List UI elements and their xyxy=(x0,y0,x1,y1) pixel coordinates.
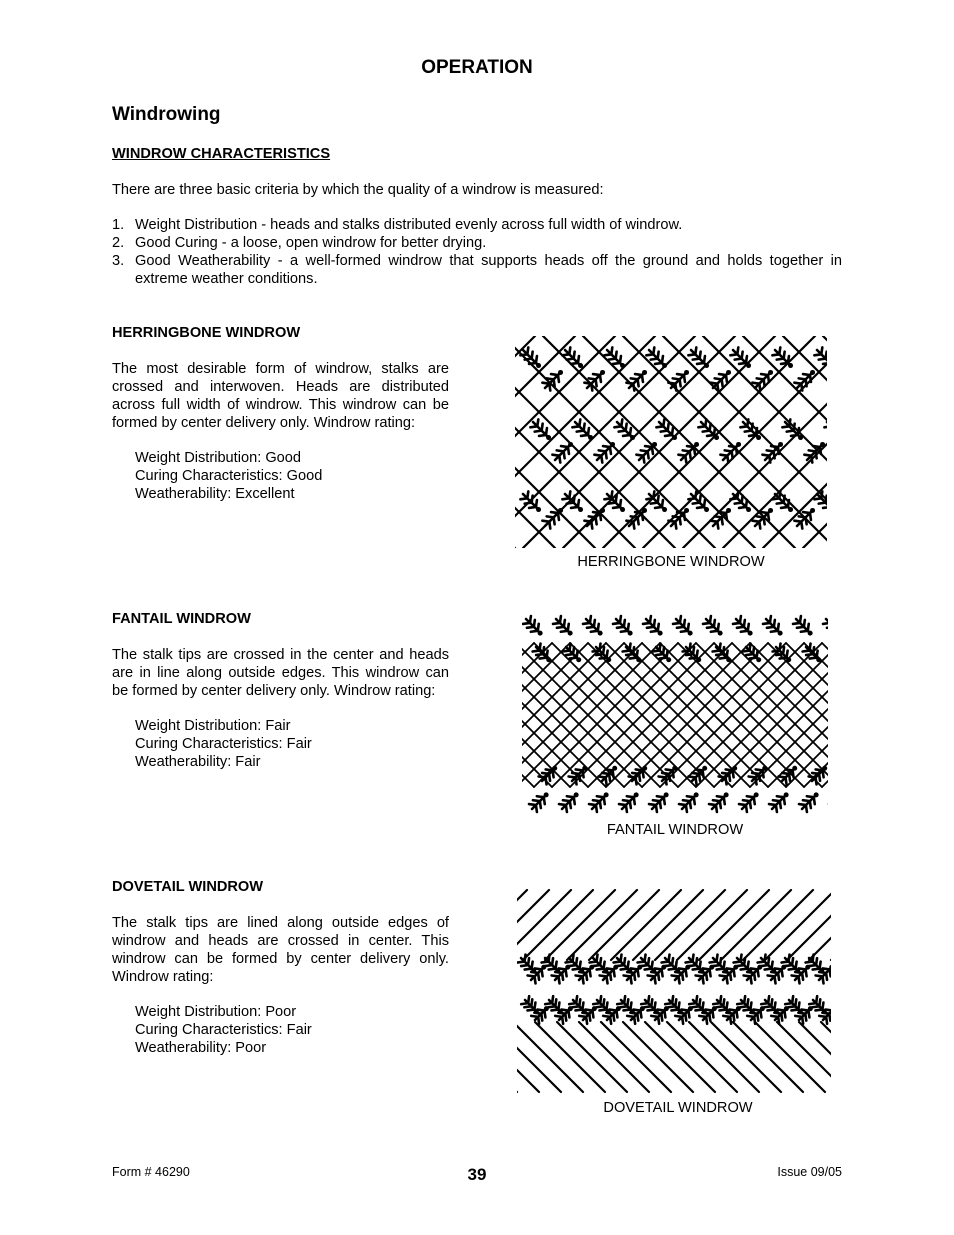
grain-head xyxy=(583,616,603,636)
dovetail-illustration xyxy=(517,888,831,1094)
herringbone-caption: HERRINGBONE WINDROW xyxy=(577,554,765,570)
stalk-line xyxy=(517,890,527,960)
grain-head xyxy=(563,644,582,663)
grain-head xyxy=(529,792,549,812)
grain-head xyxy=(739,792,759,812)
grain-head xyxy=(604,347,625,368)
stalk-line xyxy=(743,890,813,960)
grain-head xyxy=(785,996,803,1014)
stalk-line xyxy=(699,890,769,960)
rating-curing: Curing Characteristics: Good xyxy=(135,468,323,484)
fantail-description: The stalk tips are crossed in the center and heads are in line along outside edges. This windrow can be formed by center delivery only. Windrow rating: xyxy=(112,647,449,699)
criteria-number: 2. xyxy=(112,235,125,251)
stalk-line xyxy=(535,1022,605,1092)
criteria-list xyxy=(112,216,842,288)
rating-weight: Weight Distribution: Good xyxy=(135,450,302,466)
grain-head xyxy=(619,792,639,812)
herringbone-illustration xyxy=(515,336,827,548)
grain-head xyxy=(678,442,699,463)
rating-weight: Weight Distribution: Poor xyxy=(135,1004,297,1020)
grain-head xyxy=(584,508,605,529)
stalk-line xyxy=(733,1022,803,1092)
grain-head xyxy=(809,766,828,785)
section-title: Windrowing xyxy=(112,104,221,125)
grain-head xyxy=(814,347,827,368)
grain-head xyxy=(542,370,563,391)
grain-head xyxy=(593,996,611,1014)
grain-head xyxy=(559,792,579,812)
rating-weather: Weatherability: Excellent xyxy=(135,486,295,502)
grain-head xyxy=(761,996,779,1014)
rating-weight: Weight Distribution: Fair xyxy=(135,718,291,734)
criteria-number: 1. xyxy=(112,217,125,233)
dovetail-caption: DOVETAIL WINDROW xyxy=(603,1100,753,1116)
grain-head xyxy=(626,508,647,529)
grain-head xyxy=(646,347,667,368)
stalk-line xyxy=(522,643,606,787)
criteria-item xyxy=(112,234,842,252)
grain-head xyxy=(629,766,648,785)
grain-head xyxy=(599,766,618,785)
grain-head xyxy=(542,508,563,529)
grain-head xyxy=(737,996,755,1014)
stalk-line xyxy=(515,336,535,548)
grain-head xyxy=(793,616,813,636)
dovetail-description: The stalk tips are lined along outside edges of windrow and heads are crossed in center. This windrow can be formed by center delivery only. Windrow rating: xyxy=(112,915,449,985)
grain-head xyxy=(824,419,827,440)
grain-head xyxy=(613,616,633,636)
stalk-line xyxy=(655,890,725,960)
rating-curing: Curing Characteristics: Fair xyxy=(135,1022,312,1038)
criteria-text: Weight Distribution - heads and stalks distributed evenly across full width of windrow. xyxy=(135,217,683,233)
grain-head xyxy=(733,616,753,636)
grain-head xyxy=(772,347,793,368)
stalk-line xyxy=(611,890,681,960)
criteria-text: Good Weatherability - a well-formed windrow that supports heads off the ground and holds together in extreme weather conditions. xyxy=(135,253,842,287)
criteria-text: Good Curing - a loose, open windrow for better drying. xyxy=(135,235,487,251)
grain-head xyxy=(809,996,827,1014)
rating-weather: Weatherability: Poor xyxy=(135,1040,267,1056)
grain-head xyxy=(710,370,731,391)
grain-head xyxy=(662,955,681,974)
grain-head xyxy=(709,792,729,812)
grain-head xyxy=(656,419,677,440)
grain-head xyxy=(799,792,819,812)
grain-head xyxy=(566,955,585,974)
grain-head xyxy=(638,955,657,974)
stalk-line xyxy=(522,643,534,787)
grain-head xyxy=(703,616,723,636)
herringbone-heading: HERRINGBONE WINDROW xyxy=(112,325,301,341)
grain-head xyxy=(569,996,587,1014)
grain-head xyxy=(679,792,699,812)
stalk-line xyxy=(821,1022,831,1092)
grain-head xyxy=(804,442,825,463)
grain-head xyxy=(668,370,689,391)
stalk-line xyxy=(633,890,703,960)
stalk-line xyxy=(589,890,659,960)
grain-head xyxy=(782,419,803,440)
grain-head xyxy=(653,644,672,663)
fantail-heading: FANTAIL WINDROW xyxy=(112,611,251,627)
stalk-line xyxy=(645,1022,715,1092)
stalk-line xyxy=(579,1022,649,1092)
stalk-line xyxy=(523,890,593,960)
stalk-line xyxy=(689,1022,759,1092)
grain-head xyxy=(523,616,543,636)
grain-head xyxy=(665,996,683,1014)
rating-weather: Weatherability: Fair xyxy=(135,754,261,770)
stalk-line xyxy=(522,643,534,787)
page-number: 39 xyxy=(467,1165,487,1184)
grain-head xyxy=(641,996,659,1014)
grain-head xyxy=(769,792,789,812)
fantail-illustration xyxy=(522,613,828,817)
grain-head xyxy=(542,955,561,974)
grain-head xyxy=(719,766,738,785)
criteria-item xyxy=(112,216,842,234)
stalk-line xyxy=(755,1022,825,1092)
stalk-line xyxy=(711,1022,781,1092)
grain-head xyxy=(688,491,709,512)
stalk-line xyxy=(677,890,747,960)
grain-head xyxy=(673,616,693,636)
criteria-item xyxy=(112,252,842,288)
fantail-ratings xyxy=(135,717,455,771)
stalk-line xyxy=(545,890,615,960)
grain-head xyxy=(539,766,558,785)
issue-date: Issue 09/05 xyxy=(777,1165,842,1179)
stalk-line xyxy=(567,890,637,960)
grain-head xyxy=(545,996,563,1014)
stalk-line xyxy=(623,1022,693,1092)
grain-head xyxy=(763,616,783,636)
grain-head xyxy=(521,996,539,1014)
grain-head xyxy=(689,996,707,1014)
grain-head xyxy=(710,955,729,974)
form-number: Form # 46290 xyxy=(112,1165,190,1179)
herringbone-description: The most desirable form of windrow, stalks are crossed and interwoven. Heads are distributed across full width of windrow. This windrow can be formed by center delivery only. Windrow rating: xyxy=(112,361,449,431)
fantail-windrow-drawing xyxy=(522,613,828,817)
grain-head xyxy=(614,419,635,440)
grain-head xyxy=(734,955,753,974)
characteristics-heading: WINDROW CHARACTERISTICS xyxy=(112,146,331,162)
criteria-number: 3. xyxy=(112,253,125,269)
stalk-line xyxy=(517,890,571,960)
grain-head xyxy=(643,616,663,636)
grain-head xyxy=(806,955,825,974)
dovetail-heading: DOVETAIL WINDROW xyxy=(112,879,264,895)
grain-head xyxy=(617,996,635,1014)
stalk-line xyxy=(809,890,831,960)
grain-head xyxy=(589,792,609,812)
fantail-caption: FANTAIL WINDROW xyxy=(606,822,744,838)
grain-head xyxy=(713,996,731,1014)
herringbone-windrow-drawing xyxy=(515,336,827,548)
stalk-line xyxy=(517,1022,539,1092)
herringbone-ratings xyxy=(135,449,455,503)
stalk-line xyxy=(557,1022,627,1092)
stalk-line xyxy=(623,336,827,548)
grain-head xyxy=(814,491,827,512)
stalk-line xyxy=(763,336,827,548)
stalk-line xyxy=(667,1022,737,1092)
stalk-line xyxy=(777,1022,831,1092)
grain-head xyxy=(743,644,762,663)
page-title: OPERATION xyxy=(421,57,533,78)
dovetail-windrow-drawing xyxy=(517,888,831,1094)
grain-head xyxy=(689,766,708,785)
grain-head xyxy=(649,792,669,812)
grain-head xyxy=(823,616,828,636)
characteristics-intro: There are three basic criteria by which the quality of a windrow is measured: xyxy=(112,182,604,198)
dovetail-ratings xyxy=(135,1003,455,1057)
grain-head xyxy=(590,955,609,974)
grain-head xyxy=(779,766,798,785)
grain-head xyxy=(752,508,773,529)
grain-head xyxy=(614,955,633,974)
stalk-line xyxy=(601,1022,671,1092)
stalk-line xyxy=(721,890,791,960)
rating-curing: Curing Characteristics: Fair xyxy=(135,736,312,752)
grain-head xyxy=(553,616,573,636)
grain-head xyxy=(636,442,657,463)
